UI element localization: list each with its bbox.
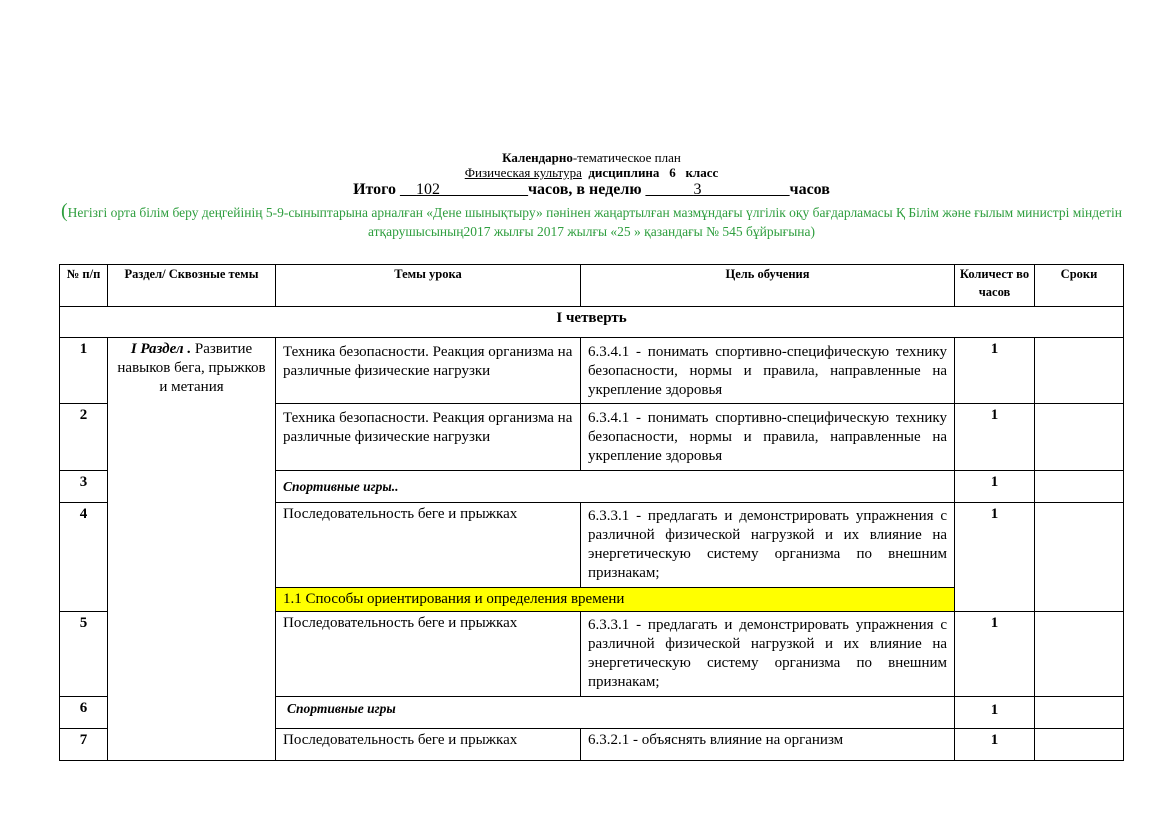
grade-number: 6 [669,165,676,180]
document-title [60,150,1123,165]
row-hours: 1 [955,612,1035,697]
total-hours: 102 [416,181,441,198]
document-header [60,150,1123,241]
row-goal: 6.3.4.1 - понимать спортивно-специфическую технику безопасности, нормы и правила, направленные на укрепление здоровья [581,404,955,471]
title-bold: Календарно [502,150,573,165]
quarter-label: I четверть [60,307,1124,338]
row-dates[interactable] [1035,503,1124,612]
row-hours: 1 [955,471,1035,503]
header-hours: Количест во часов [955,265,1035,307]
note-text: Негізгі орта білім беру деңгейінің 5-9-сыныптарына арналған «Дене шынықтыру» пәнінен жаңартылған мазмұндағы үлгілік оқу бағдарламасы Қ Білім және ғылым министрі міндетін атқарушысының2017 жылғы 2017 жылғы «25 » қазандағы № 545 бұйрығына) [67,205,1122,239]
row-dates[interactable] [1035,612,1124,697]
row-num: 3 [60,471,108,503]
row-num: 4 [60,503,108,612]
row-goal: 6.3.4.1 - понимать спортивно-специфическую технику безопасности, нормы и правила, направленные на укрепление здоровья [581,338,955,404]
row-num: 2 [60,404,108,471]
row-goal: 6.3.3.1 - предлагать и демонстрировать упражнения с различной физической нагрузкой и их влияние на энергетическую систему организма по внешним признакам; [581,503,955,588]
row-num: 5 [60,612,108,697]
hours-line [60,180,1123,200]
highlight-topic: 1.1 Способы ориентирования и определения времени [276,588,955,612]
row-hours: 1 [955,729,1035,761]
curriculum-note [60,202,1123,241]
table-header-row [60,265,1124,307]
row-hours: 1 [955,697,1035,729]
row-dates[interactable] [1035,338,1124,404]
title-rest: -тематическое план [572,150,681,165]
row-topic: Последовательность беге и прыжках [276,729,581,761]
row-num: 6 [60,697,108,729]
hours-label: часов [789,181,830,198]
row-dates[interactable] [1035,697,1124,729]
row-dates[interactable] [1035,729,1124,761]
table-row [60,338,1124,404]
week-blank-post: ___________ [701,181,790,198]
row-goal: 6.3.3.1 - предлагать и демонстрировать упражнения с различной физической нагрузкой и их влияние на энергетическую систему организма по внешним признакам; [581,612,955,697]
total-blank-post: ___________ [440,181,529,198]
week-hours: 3 [693,181,702,198]
subject-line [60,165,1123,180]
row-hours: 1 [955,503,1035,612]
row-num: 1 [60,338,108,404]
header-section: Раздел/ Сквозные темы [108,265,276,307]
row-topic: Техника безопасности. Реакция организма на различные физические нагрузки [276,404,581,471]
row-hours: 1 [955,404,1035,471]
week-blank-pre: ______ [645,181,694,198]
hours-week-label: часов, в неделю [528,181,646,198]
header-num: № п/п [60,265,108,307]
row-topic: Последовательность беге и прыжках [276,612,581,697]
row-goal: 6.3.2.1 - объяснять влияние на организм [581,729,955,761]
header-topic: Темы урока [276,265,581,307]
lesson-plan-table [59,264,1124,761]
total-label: Итого [353,181,401,198]
row-topic: Спортивные игры.. [276,471,955,503]
header-dates: Сроки [1035,265,1124,307]
row-num: 7 [60,729,108,761]
discipline-label: дисциплина [588,165,660,180]
subject-name: Физическая культура [464,165,582,180]
header-goal: Цель обучения [581,265,955,307]
row-topic: Спортивные игры [276,697,955,729]
row-dates[interactable] [1035,471,1124,503]
note-open-paren: ( [60,200,68,222]
section-cell [108,338,276,761]
row-topic: Последовательность беге и прыжках [276,503,581,588]
total-blank-pre: __ [400,181,417,198]
row-hours: 1 [955,338,1035,404]
section-text: Развитие навыков бега, прыжков и метания [117,341,266,395]
row-topic: Техника безопасности. Реакция организма на различные физические нагрузки [276,338,581,404]
class-label: класс [685,165,719,180]
quarter-row [60,307,1124,338]
section-bold: I Раздел . [130,341,192,357]
row-dates[interactable] [1035,404,1124,471]
